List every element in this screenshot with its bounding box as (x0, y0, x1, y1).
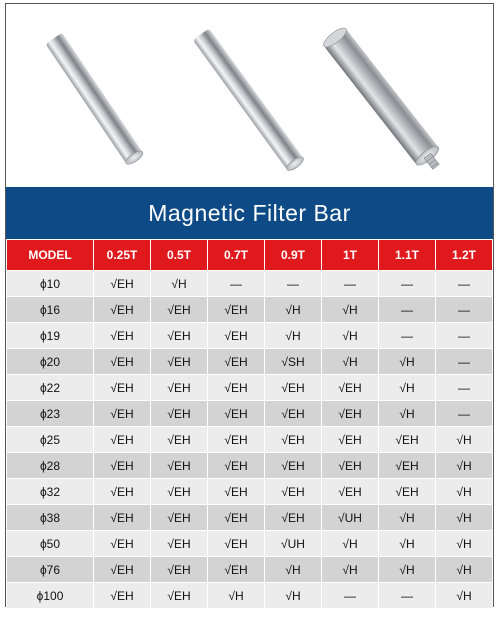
rating-cell: — (322, 271, 379, 297)
rating-cell: √EH (94, 401, 151, 427)
rating-cell: √EH (94, 505, 151, 531)
rating-cell: √EH (151, 583, 208, 609)
header-row (7, 240, 493, 271)
rating-cell: √EH (265, 375, 322, 401)
model-cell: ϕ16 (7, 297, 94, 323)
rating-cell: √EH (94, 583, 151, 609)
rating-cell: — (436, 323, 493, 349)
spec-table (6, 239, 493, 609)
model-cell: ϕ19 (7, 323, 94, 349)
rating-cell: √EH (151, 453, 208, 479)
page-title: Magnetic Filter Bar (6, 187, 493, 239)
rating-cell: √EH (151, 427, 208, 453)
rating-cell: √EH (322, 453, 379, 479)
rating-cell: √H (379, 349, 436, 375)
rating-cell: √EH (265, 453, 322, 479)
rating-cell: √EH (322, 479, 379, 505)
table-row (7, 505, 493, 531)
magnetic-bar-image-1 (45, 33, 144, 167)
magnetic-bar-image-2 (193, 28, 306, 172)
table-row (7, 401, 493, 427)
rating-cell: √EH (208, 479, 265, 505)
model-cell: ϕ32 (7, 479, 94, 505)
model-cell: ϕ22 (7, 375, 94, 401)
rating-cell: √EH (379, 479, 436, 505)
table-row (7, 323, 493, 349)
table-row (7, 531, 493, 557)
column-header-1T: 1T (322, 240, 379, 271)
table-row (7, 375, 493, 401)
rating-cell: √EH (322, 401, 379, 427)
magnetic-bar-photos-svg (6, 4, 493, 187)
rating-cell: √H (436, 453, 493, 479)
table-row (7, 297, 493, 323)
rating-cell: √EH (208, 557, 265, 583)
rating-cell: √EH (379, 427, 436, 453)
rating-cell: √EH (265, 401, 322, 427)
table-row (7, 349, 493, 375)
rating-cell: √H (379, 375, 436, 401)
rating-cell: √H (379, 557, 436, 583)
model-cell: ϕ38 (7, 505, 94, 531)
rating-cell: √EH (151, 349, 208, 375)
column-header-0-25T: 0.25T (94, 240, 151, 271)
rating-cell: √EH (94, 479, 151, 505)
model-cell: ϕ23 (7, 401, 94, 427)
model-cell: ϕ50 (7, 531, 94, 557)
rating-cell: √EH (208, 453, 265, 479)
rating-cell: √EH (151, 531, 208, 557)
table-row (7, 557, 493, 583)
rating-cell: √H (379, 531, 436, 557)
rating-cell: √EH (379, 453, 436, 479)
spec-table-body (7, 271, 493, 609)
rating-cell: √EH (94, 349, 151, 375)
rating-cell: √EH (94, 323, 151, 349)
rating-cell: √H (151, 271, 208, 297)
rating-cell: √H (322, 349, 379, 375)
model-cell: ϕ10 (7, 271, 94, 297)
model-cell: ϕ76 (7, 557, 94, 583)
rating-cell: √EH (151, 479, 208, 505)
rating-cell: — (379, 323, 436, 349)
rating-cell: √EH (94, 427, 151, 453)
column-header-model: MODEL (7, 240, 94, 271)
rating-cell: √EH (94, 453, 151, 479)
rating-cell: — (436, 271, 493, 297)
rating-cell: √H (436, 557, 493, 583)
column-header-0-9T: 0.9T (265, 240, 322, 271)
rating-cell: √EH (208, 531, 265, 557)
rating-cell: √EH (208, 427, 265, 453)
rating-cell: √H (265, 583, 322, 609)
rating-cell: √EH (208, 323, 265, 349)
rating-cell: √EH (151, 401, 208, 427)
rating-cell: √EH (322, 375, 379, 401)
rating-cell: √EH (208, 505, 265, 531)
table-row (7, 453, 493, 479)
rating-cell: √H (436, 583, 493, 609)
rating-cell: √H (322, 531, 379, 557)
model-cell: ϕ100 (7, 583, 94, 609)
rating-cell: √H (322, 557, 379, 583)
rating-cell: √H (436, 505, 493, 531)
rating-cell: √H (379, 505, 436, 531)
rating-cell: √EH (94, 375, 151, 401)
model-cell: ϕ20 (7, 349, 94, 375)
product-spec-sheet (5, 3, 494, 607)
rating-cell: — (379, 271, 436, 297)
table-row (7, 271, 493, 297)
product-photos (6, 4, 493, 187)
model-cell: ϕ28 (7, 453, 94, 479)
rating-cell: √H (265, 323, 322, 349)
rating-cell: √H (322, 323, 379, 349)
rating-cell: — (379, 297, 436, 323)
rating-cell: — (265, 271, 322, 297)
rating-cell: — (436, 375, 493, 401)
rating-cell: √EH (94, 557, 151, 583)
rating-cell: — (436, 401, 493, 427)
rating-cell: — (436, 349, 493, 375)
rating-cell: √H (322, 297, 379, 323)
rating-cell: √EH (265, 505, 322, 531)
rating-cell: √EH (94, 531, 151, 557)
rating-cell: √EH (208, 401, 265, 427)
rating-cell: √EH (265, 479, 322, 505)
column-header-1-2T: 1.2T (436, 240, 493, 271)
rating-cell: √UH (265, 531, 322, 557)
magnetic-bar-image-3 (321, 25, 447, 175)
column-header-0-7T: 0.7T (208, 240, 265, 271)
rating-cell: √EH (151, 375, 208, 401)
rating-cell: √H (379, 401, 436, 427)
rating-cell: — (379, 583, 436, 609)
rating-cell: √EH (151, 505, 208, 531)
table-row (7, 427, 493, 453)
column-header-0-5T: 0.5T (151, 240, 208, 271)
model-cell: ϕ25 (7, 427, 94, 453)
rating-cell: — (436, 297, 493, 323)
rating-cell: √EH (94, 271, 151, 297)
rating-cell: √EH (151, 557, 208, 583)
rating-cell: √H (208, 583, 265, 609)
rating-cell: √H (436, 531, 493, 557)
rating-cell: √EH (322, 427, 379, 453)
spec-table-header (7, 240, 493, 271)
rating-cell: √EH (151, 297, 208, 323)
rating-cell: √H (265, 297, 322, 323)
column-header-1-1T: 1.1T (379, 240, 436, 271)
rating-cell: √EH (208, 375, 265, 401)
rating-cell: √UH (322, 505, 379, 531)
rating-cell: √EH (94, 297, 151, 323)
rating-cell: √H (436, 479, 493, 505)
rating-cell: √EH (208, 349, 265, 375)
rating-cell: √EH (265, 427, 322, 453)
rating-cell: √SH (265, 349, 322, 375)
rating-cell: √EH (151, 323, 208, 349)
rating-cell: — (208, 271, 265, 297)
rating-cell: √H (436, 427, 493, 453)
rating-cell: √H (265, 557, 322, 583)
table-row (7, 583, 493, 609)
rating-cell: √EH (208, 297, 265, 323)
rating-cell: — (322, 583, 379, 609)
table-row (7, 479, 493, 505)
